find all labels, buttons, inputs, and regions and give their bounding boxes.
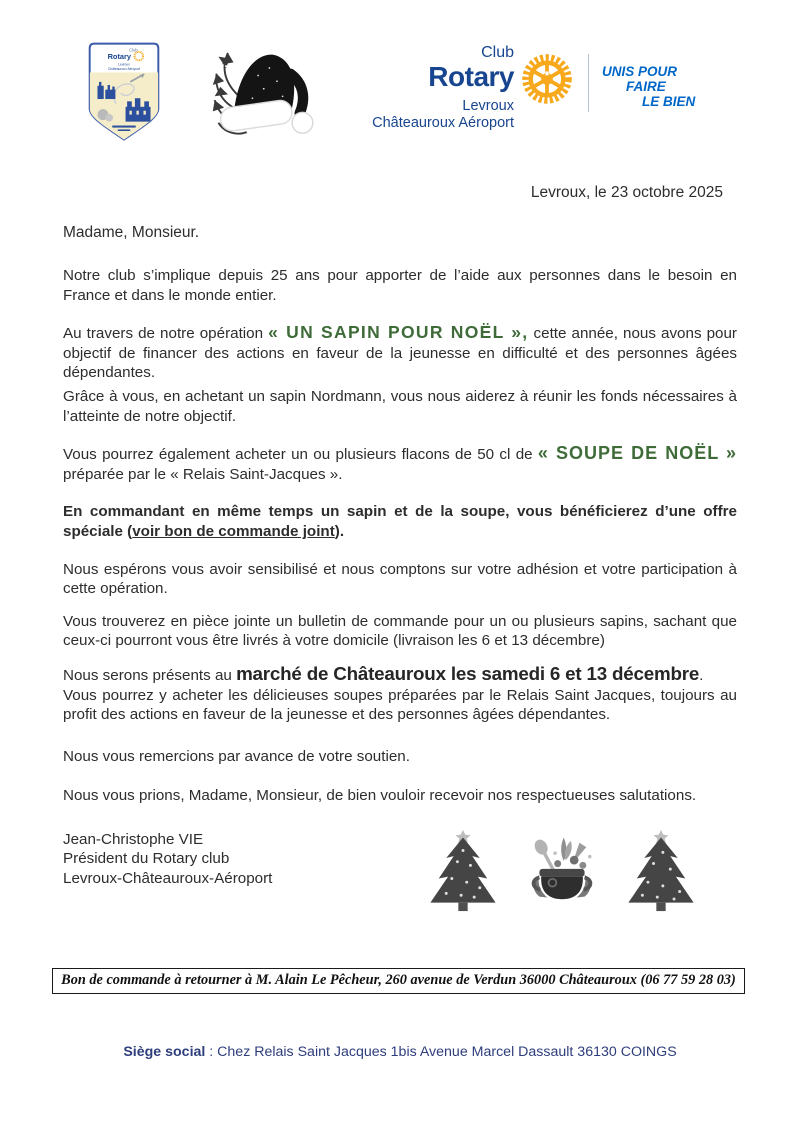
- text-run: préparée par le « Relais Saint-Jacques ».: [63, 465, 343, 483]
- paragraph-remerciement: Nous vous remercions par avance de votre soutien.: [63, 747, 410, 765]
- signature-name: Jean-Christophe VIE: [63, 830, 204, 848]
- text-run: Au travers de notre opération: [63, 325, 269, 343]
- rotary-club-badge-logo: [85, 40, 163, 144]
- footer-address: : Chez Relais Saint Jacques 1bis Avenue Marcel Dassault 36130 COINGS: [205, 1043, 677, 1060]
- logo-levroux-label: Levroux: [462, 98, 514, 114]
- paragraph-salutations: Nous vous prions, Madame, Monsieur, de bien vouloir recevoir nos respectueuses salutations.: [63, 787, 697, 805]
- badge-chateauroux-label: Châteauroux Aéroport: [108, 67, 140, 72]
- rotary-masterbrand-lockup: [362, 40, 694, 140]
- signature-title: Président du Rotary club: [63, 850, 230, 868]
- letter-header: [0, 0, 800, 150]
- santa-hat-image: [209, 42, 327, 144]
- christmas-tree-icon: [423, 830, 503, 912]
- soup-pot-icon: [529, 832, 595, 910]
- paragraph-offre: [63, 502, 737, 541]
- badge-shield-icon: [85, 40, 163, 144]
- paragraph-marche: [63, 664, 737, 686]
- paragraph-bulletin: Vous trouverez en pièce jointe un bulletin de commande pour un ou plusieurs sapins, sachant que ceux-ci pourront vous être livrés à votre domicile (livraison les 6 et 13 décembre): [63, 612, 737, 650]
- paragraph-intro: Notre club s’implique depuis 25 ans pour apporter de l’aide aux personnes dans le besoin en France et dans le monde entier.: [63, 267, 737, 304]
- badge-rotary-label: Rotary: [107, 52, 132, 62]
- paragraph-operation: [63, 323, 737, 383]
- order-return-box: Bon de commande à retourner à M. Alain Le Pêcheur, 260 avenue de Verdun 36000 Châteauroux (06 77 59 28 03): [52, 968, 745, 994]
- text-run: Nous serons présents au: [63, 666, 237, 684]
- paragraph-esperons: Nous espérons vous avoir sensibilisé et nous comptons sur votre adhésion et votre participation à cette opération.: [63, 560, 737, 598]
- paragraph-nordmann: Grâce à vous, en achetant un sapin Nordmann, vous nous aiderez à réunir les fonds nécessaires à l’atteinte de notre objectif.: [63, 387, 737, 425]
- salutation: Madame, Monsieur.: [63, 224, 200, 241]
- rotary-tagline: [602, 64, 695, 109]
- text-run: En commandant en même temps un sapin et de la soupe, vous bénéficierez d’une offre spéciale (: [63, 503, 737, 540]
- date-line: Levroux, le 23 octobre 2025: [530, 184, 723, 201]
- paragraph-soupe: [63, 444, 737, 484]
- tagline-line-2: FAIRE: [626, 79, 666, 94]
- marche-chateauroux-highlight: marché de Châteauroux les samedi 6 et 13 décembre: [236, 662, 700, 684]
- soupe-de-noel-highlight: « SOUPE DE NOËL »: [537, 443, 737, 464]
- santa-hat-icon: [209, 42, 327, 144]
- logo-divider: [588, 54, 589, 112]
- badge-club-label: Club: [128, 47, 138, 53]
- signature-club: Levroux-Châteauroux-Aéroport: [63, 869, 273, 887]
- logo-rotary-label: Rotary: [428, 61, 514, 92]
- text-run: Vous pourrez également acheter un ou plusieurs flacons de 50 cl de: [63, 446, 538, 464]
- signature-row: [63, 830, 737, 912]
- footer-siege-social: [0, 1044, 800, 1060]
- text-run: .: [699, 666, 704, 684]
- voir-bon-commande-underline: voir bon de commande joint: [132, 522, 335, 540]
- logo-club-label: Club: [481, 44, 514, 61]
- tagline-line-1: UNIS POUR: [602, 64, 678, 79]
- logo-chateauroux-label: Châteauroux Aéroport: [372, 115, 514, 131]
- badge-levroux-label: Levroux: [118, 62, 130, 67]
- tagline-line-3: LE BIEN: [642, 94, 696, 109]
- footer-label: Siège social: [123, 1043, 206, 1060]
- signature-block: [63, 830, 272, 889]
- festive-icons: [423, 830, 701, 912]
- sapin-pour-noel-highlight: « UN SAPIN POUR NOËL »,: [268, 322, 529, 343]
- letter-body: [0, 184, 800, 912]
- rotary-wheel-icon: [520, 52, 574, 106]
- text-run: ).: [334, 522, 345, 540]
- christmas-tree-icon: [621, 830, 701, 912]
- paragraph-marche-suite: Vous pourrez y acheter les délicieuses soupes préparées par le Relais Saint Jacques, toujours au profit des actions en faveur de la jeunesse et des personnes âgées dépendantes.: [63, 686, 737, 724]
- text-run: cette année, nous avons pour objectif de financer des actions en faveur de la jeunesse en difficulté et des personnes âgées dépendantes.: [63, 325, 737, 382]
